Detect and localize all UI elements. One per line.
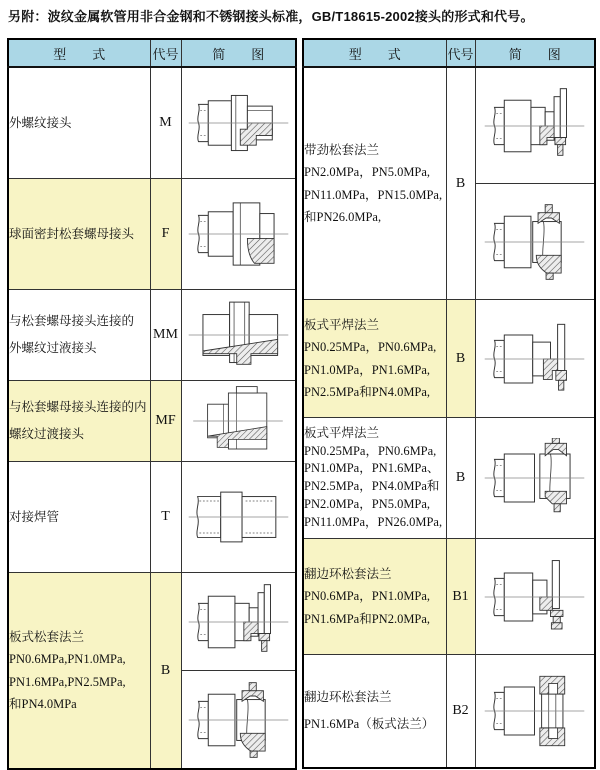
diagram-cell <box>181 573 296 770</box>
type-line: 外螺纹接头 <box>9 115 72 130</box>
type-line: PN0.6MPa，PN1.0MPa, <box>304 589 431 604</box>
col-header-diagram: 简 图 <box>475 39 595 67</box>
type-line: 带劲松套法兰 <box>304 142 380 157</box>
type-line: PN0.25MPa，PN0.6MPa, <box>304 340 437 354</box>
code-cell: MM <box>150 290 181 381</box>
type-line: PN1.0MPa，PN1.6MPa, <box>304 362 431 377</box>
plate-loose-flange-icon <box>185 582 292 662</box>
type-line: 螺纹过渡接头 <box>9 427 85 441</box>
col-header-type: 型 式 <box>303 39 446 67</box>
diagram-cell <box>475 539 595 655</box>
table-row <box>303 539 595 655</box>
type-line: PN11.0MPa，PN26.0MPa, <box>304 514 443 529</box>
type-line: 翻边环松套法兰 <box>304 566 392 581</box>
type-line: PN11.0MPa，PN15.0MPa, <box>304 187 443 202</box>
header-row <box>8 39 296 67</box>
type-cell <box>303 67 446 300</box>
header-row <box>303 39 595 67</box>
type-cell <box>303 300 446 418</box>
col-header-code: 代号 <box>150 39 181 67</box>
diagram-cell <box>475 655 595 769</box>
table-row <box>303 67 595 300</box>
type-cell <box>8 462 150 573</box>
lapped-collar-flange-diagram <box>476 183 595 299</box>
type-cell <box>8 290 150 381</box>
flared-ring-flange-diagram <box>476 539 595 654</box>
diagram-cell <box>475 418 595 539</box>
female-adapter-fitting-diagram <box>182 381 296 461</box>
code-cell: B <box>446 67 475 300</box>
diagram-cell <box>475 300 595 418</box>
type-cell <box>8 573 150 770</box>
butt-weld-pipe-diagram <box>182 462 296 572</box>
type-cell <box>303 655 446 769</box>
type-line: 板式松套法兰 <box>9 629 85 644</box>
type-line: 对接焊管 <box>9 509 60 524</box>
connector-table-left <box>7 38 297 770</box>
type-line: PN1.6MPa（板式法兰） <box>304 717 435 731</box>
type-line: 和PN26.0MPa, <box>304 210 382 224</box>
page-title: 另附：波纹金属软管用非合金钢和不锈钢接头标准，GB/T18615-2002接头的形式和代号。 <box>8 9 534 24</box>
flared-ring-plate-flange-diagram <box>476 655 595 767</box>
code-cell: F <box>150 179 181 290</box>
table-row <box>303 418 595 539</box>
connector-table-right <box>302 38 596 769</box>
code-cell: B <box>446 300 475 418</box>
type-cell <box>8 381 150 462</box>
type-line: 外螺纹过液接头 <box>9 341 97 355</box>
union-nut-fitting-icon <box>185 194 292 274</box>
flared-ring-plate-flange-icon <box>481 671 588 751</box>
lapped-collar-flange-icon <box>481 202 588 282</box>
diagram-cell <box>181 462 296 573</box>
type-cell <box>303 418 446 539</box>
female-adapter-fitting-icon <box>190 385 286 457</box>
flared-ring-flange-icon <box>481 557 588 637</box>
diagram-cell <box>181 179 296 290</box>
welded-plate-flange-diagram <box>476 300 595 417</box>
type-line: 和PN4.0MPa <box>9 697 77 711</box>
col-header-diagram: 简 图 <box>181 39 296 67</box>
union-nut-fitting-diagram <box>182 179 296 289</box>
hex-nipple-fitting-diagram <box>182 290 296 380</box>
type-line: PN2.0MPa，PN5.0MPa, <box>304 496 431 511</box>
table-row <box>8 381 296 462</box>
table-row <box>8 462 296 573</box>
lapped-collar-flange-diagram <box>182 670 296 768</box>
table-row <box>8 67 296 179</box>
type-cell <box>8 179 150 290</box>
code-cell: M <box>150 67 181 179</box>
type-line: PN1.6MPa和PN2.0MPa, <box>304 611 431 626</box>
welded-plate-flange-icon <box>481 319 588 399</box>
table-row <box>8 179 296 290</box>
type-line: 与松套螺母接头连接的内 <box>9 400 147 415</box>
type-line: PN2.5MPa和PN4.0MPa, <box>304 385 431 399</box>
diagram-cell <box>475 67 595 300</box>
table-row <box>8 573 296 770</box>
tables-container <box>7 38 596 770</box>
type-line: 板式平焊法兰 <box>304 317 380 332</box>
type-line: 与松套螺母接头连接的 <box>9 314 135 329</box>
code-cell: T <box>150 462 181 573</box>
type-line: PN1.0MPa，PN1.6MPa、 <box>304 461 440 476</box>
type-line: 球面密封松套螺母接头 <box>9 226 135 241</box>
code-cell: B1 <box>446 539 475 655</box>
plate-loose-flange-diagram <box>476 68 595 183</box>
collar-plate-flange-diagram <box>476 418 595 538</box>
type-line: PN2.0MPa，PN5.0MPa, <box>304 165 431 179</box>
type-line: PN0.25MPa，PN0.6MPa, <box>304 443 437 458</box>
plate-loose-flange-diagram <box>182 573 296 670</box>
male-thread-fitting-icon <box>185 83 292 163</box>
male-thread-fitting-diagram <box>182 68 296 178</box>
hex-nipple-fitting-icon <box>185 295 292 375</box>
type-cell <box>303 539 446 655</box>
code-cell: B <box>150 573 181 770</box>
type-line: PN2.5MPa，PN4.0MPa和 <box>304 479 440 493</box>
diagram-cell <box>181 290 296 381</box>
code-cell: MF <box>150 381 181 462</box>
type-line: PN0.6MPa,PN1.0MPa, <box>9 652 126 666</box>
diagram-cell <box>181 67 296 179</box>
type-line: PN1.6MPa,PN2.5MPa, <box>9 674 126 689</box>
table-row <box>303 300 595 418</box>
table-row <box>8 290 296 381</box>
butt-weld-pipe-icon <box>185 477 292 557</box>
type-line: 板式平焊法兰 <box>304 425 380 440</box>
code-cell: B2 <box>446 655 475 769</box>
type-cell <box>8 67 150 179</box>
plate-loose-flange-icon <box>481 86 588 166</box>
code-cell: B <box>446 418 475 539</box>
collar-plate-flange-icon <box>481 438 588 518</box>
lapped-collar-flange-icon <box>185 680 292 760</box>
type-line: 翻边环松套法兰 <box>304 690 392 705</box>
col-header-type: 型 式 <box>8 39 150 67</box>
diagram-cell <box>181 381 296 462</box>
col-header-code: 代号 <box>446 39 475 67</box>
table-row <box>303 655 595 769</box>
